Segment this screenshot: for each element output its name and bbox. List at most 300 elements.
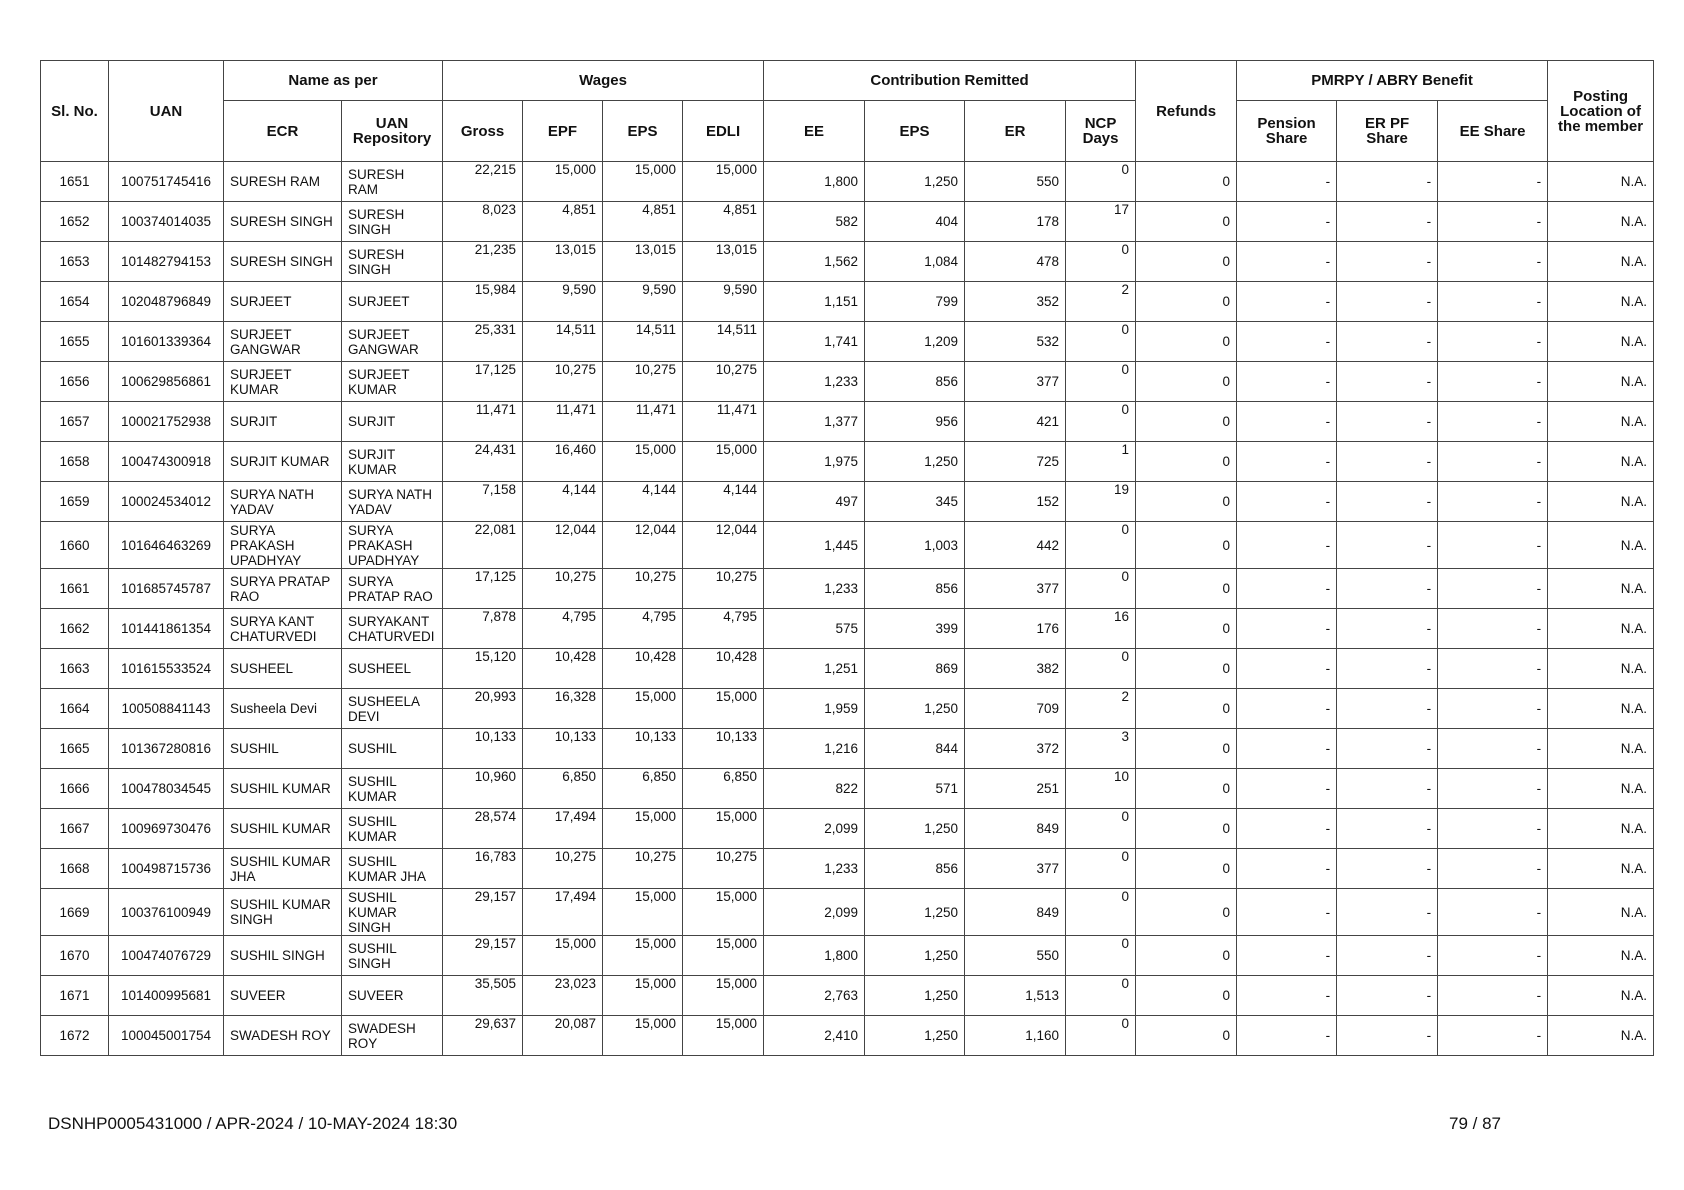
cell-refunds: 0 xyxy=(1136,202,1237,242)
cell-er: 849 xyxy=(965,889,1066,936)
cell-ncp-days: 0 xyxy=(1066,889,1136,936)
cell-ee: 1,151 xyxy=(764,282,865,322)
cell-epf: 15,000 xyxy=(523,936,603,976)
cell-posting-location: N.A. xyxy=(1548,849,1654,889)
cell-uan: 101482794153 xyxy=(109,242,224,282)
cell-epf: 16,460 xyxy=(523,442,603,482)
cell-uan: 100969730476 xyxy=(109,809,224,849)
cell-uan: 100474300918 xyxy=(109,442,224,482)
cell-name-uan-repository: SUSHIL KUMAR xyxy=(342,809,443,849)
cell-uan: 100498715736 xyxy=(109,849,224,889)
cell-sl-no: 1666 xyxy=(41,769,109,809)
cell-pension-share: - xyxy=(1237,402,1337,442)
cell-pension-share: - xyxy=(1237,649,1337,689)
cell-posting-location: N.A. xyxy=(1548,609,1654,649)
cell-posting-location: N.A. xyxy=(1548,482,1654,522)
cell-er: 377 xyxy=(965,849,1066,889)
cell-uan: 100024534012 xyxy=(109,482,224,522)
cell-pension-share: - xyxy=(1237,482,1337,522)
cell-name-uan-repository: SUSHIL SINGH xyxy=(342,936,443,976)
header-pmrpy-abry: PMRPY / ABRY Benefit xyxy=(1237,61,1548,101)
cell-er-pf-share: - xyxy=(1337,362,1438,402)
cell-eps-contribution: 956 xyxy=(865,402,965,442)
header-ncp-days: NCP Days xyxy=(1066,101,1136,162)
cell-refunds: 0 xyxy=(1136,569,1237,609)
cell-name-ecr: SURYA PRATAP RAO xyxy=(224,569,342,609)
cell-ee-share: - xyxy=(1438,976,1548,1016)
cell-pension-share: - xyxy=(1237,442,1337,482)
cell-ee: 822 xyxy=(764,769,865,809)
cell-eps-wages: 15,000 xyxy=(603,1016,683,1056)
cell-eps-wages: 15,000 xyxy=(603,976,683,1016)
cell-eps-wages: 12,044 xyxy=(603,522,683,569)
cell-ee: 1,233 xyxy=(764,362,865,402)
cell-ee: 1,741 xyxy=(764,322,865,362)
cell-ncp-days: 1 xyxy=(1066,442,1136,482)
cell-ncp-days: 0 xyxy=(1066,362,1136,402)
cell-gross: 15,984 xyxy=(443,282,523,322)
cell-ee-share: - xyxy=(1438,889,1548,936)
cell-ncp-days: 10 xyxy=(1066,769,1136,809)
table-row xyxy=(41,482,1654,522)
cell-eps-contribution: 869 xyxy=(865,649,965,689)
cell-pension-share: - xyxy=(1237,202,1337,242)
cell-ee-share: - xyxy=(1438,402,1548,442)
cell-er: 352 xyxy=(965,282,1066,322)
cell-edli: 14,511 xyxy=(683,322,764,362)
cell-eps-wages: 15,000 xyxy=(603,162,683,202)
cell-eps-wages: 13,015 xyxy=(603,242,683,282)
cell-uan: 100376100949 xyxy=(109,889,224,936)
cell-gross: 10,133 xyxy=(443,729,523,769)
cell-ncp-days: 16 xyxy=(1066,609,1136,649)
cell-eps-wages: 14,511 xyxy=(603,322,683,362)
cell-ncp-days: 0 xyxy=(1066,976,1136,1016)
table-body xyxy=(41,162,1654,1056)
cell-sl-no: 1658 xyxy=(41,442,109,482)
cell-name-ecr: SUVEER xyxy=(224,976,342,1016)
cell-eps-wages: 6,850 xyxy=(603,769,683,809)
cell-sl-no: 1667 xyxy=(41,809,109,849)
cell-name-ecr: SURJIT KUMAR xyxy=(224,442,342,482)
cell-name-uan-repository: SUSHIL KUMAR JHA xyxy=(342,849,443,889)
cell-er-pf-share: - xyxy=(1337,609,1438,649)
cell-name-uan-repository: SURESH SINGH xyxy=(342,242,443,282)
cell-ee: 1,800 xyxy=(764,936,865,976)
cell-refunds: 0 xyxy=(1136,522,1237,569)
cell-er-pf-share: - xyxy=(1337,522,1438,569)
cell-epf: 16,328 xyxy=(523,689,603,729)
cell-eps-wages: 4,795 xyxy=(603,609,683,649)
cell-edli: 10,428 xyxy=(683,649,764,689)
cell-name-uan-repository: SURYAKANT CHATURVEDI xyxy=(342,609,443,649)
cell-ee: 1,216 xyxy=(764,729,865,769)
cell-sl-no: 1653 xyxy=(41,242,109,282)
table-row xyxy=(41,522,1654,569)
cell-er: 178 xyxy=(965,202,1066,242)
cell-uan: 102048796849 xyxy=(109,282,224,322)
cell-er-pf-share: - xyxy=(1337,729,1438,769)
cell-refunds: 0 xyxy=(1136,482,1237,522)
cell-edli: 15,000 xyxy=(683,689,764,729)
cell-edli: 15,000 xyxy=(683,889,764,936)
header-wages: Wages xyxy=(443,61,764,101)
cell-name-uan-repository: SURJEET KUMAR xyxy=(342,362,443,402)
header-eps-wages: EPS xyxy=(603,101,683,162)
cell-refunds: 0 xyxy=(1136,889,1237,936)
header-gross: Gross xyxy=(443,101,523,162)
cell-er-pf-share: - xyxy=(1337,1016,1438,1056)
cell-er: 372 xyxy=(965,729,1066,769)
table-row xyxy=(41,202,1654,242)
table-row xyxy=(41,569,1654,609)
cell-epf: 4,795 xyxy=(523,609,603,649)
cell-refunds: 0 xyxy=(1136,976,1237,1016)
cell-er: 377 xyxy=(965,362,1066,402)
cell-ncp-days: 3 xyxy=(1066,729,1136,769)
cell-ee: 2,099 xyxy=(764,809,865,849)
cell-name-uan-repository: SURESH RAM xyxy=(342,162,443,202)
table-row xyxy=(41,809,1654,849)
cell-ncp-days: 0 xyxy=(1066,242,1136,282)
cell-uan: 100751745416 xyxy=(109,162,224,202)
cell-gross: 17,125 xyxy=(443,362,523,402)
cell-ncp-days: 2 xyxy=(1066,282,1136,322)
cell-ncp-days: 17 xyxy=(1066,202,1136,242)
table-row xyxy=(41,162,1654,202)
cell-posting-location: N.A. xyxy=(1548,362,1654,402)
cell-er-pf-share: - xyxy=(1337,282,1438,322)
cell-name-uan-repository: SURYA NATH YADAV xyxy=(342,482,443,522)
cell-sl-no: 1663 xyxy=(41,649,109,689)
cell-eps-contribution: 1,003 xyxy=(865,522,965,569)
cell-ee: 1,800 xyxy=(764,162,865,202)
cell-eps-contribution: 1,250 xyxy=(865,809,965,849)
cell-ee-share: - xyxy=(1438,482,1548,522)
cell-eps-wages: 10,275 xyxy=(603,569,683,609)
cell-gross: 24,431 xyxy=(443,442,523,482)
cell-er-pf-share: - xyxy=(1337,162,1438,202)
cell-edli: 10,275 xyxy=(683,569,764,609)
cell-ee: 575 xyxy=(764,609,865,649)
table-row xyxy=(41,1016,1654,1056)
cell-ee-share: - xyxy=(1438,242,1548,282)
cell-er-pf-share: - xyxy=(1337,689,1438,729)
cell-name-uan-repository: SURYA PRAKASH UPADHYAY xyxy=(342,522,443,569)
cell-eps-contribution: 1,084 xyxy=(865,242,965,282)
cell-ee-share: - xyxy=(1438,649,1548,689)
cell-edli: 15,000 xyxy=(683,936,764,976)
cell-refunds: 0 xyxy=(1136,649,1237,689)
header-edli: EDLI xyxy=(683,101,764,162)
cell-refunds: 0 xyxy=(1136,282,1237,322)
cell-sl-no: 1657 xyxy=(41,402,109,442)
cell-sl-no: 1655 xyxy=(41,322,109,362)
cell-name-ecr: SUSHIL KUMAR xyxy=(224,769,342,809)
cell-er-pf-share: - xyxy=(1337,569,1438,609)
cell-refunds: 0 xyxy=(1136,362,1237,402)
cell-uan: 100474076729 xyxy=(109,936,224,976)
cell-er: 550 xyxy=(965,936,1066,976)
cell-ncp-days: 0 xyxy=(1066,1016,1136,1056)
header-pension-share: Pension Share xyxy=(1237,101,1337,162)
cell-epf: 9,590 xyxy=(523,282,603,322)
cell-sl-no: 1660 xyxy=(41,522,109,569)
cell-name-uan-repository: SURESH SINGH xyxy=(342,202,443,242)
cell-refunds: 0 xyxy=(1136,849,1237,889)
header-sl-no: Sl. No. xyxy=(41,61,109,162)
cell-eps-contribution: 1,250 xyxy=(865,936,965,976)
cell-sl-no: 1670 xyxy=(41,936,109,976)
header-eps-contribution: EPS xyxy=(865,101,965,162)
cell-name-uan-repository: SUSHIL KUMAR SINGH xyxy=(342,889,443,936)
cell-er-pf-share: - xyxy=(1337,402,1438,442)
cell-ncp-days: 0 xyxy=(1066,162,1136,202)
cell-sl-no: 1672 xyxy=(41,1016,109,1056)
cell-sl-no: 1664 xyxy=(41,689,109,729)
cell-er-pf-share: - xyxy=(1337,976,1438,1016)
cell-uan: 101400995681 xyxy=(109,976,224,1016)
cell-name-ecr: SUSHIL SINGH xyxy=(224,936,342,976)
cell-epf: 17,494 xyxy=(523,809,603,849)
cell-er-pf-share: - xyxy=(1337,809,1438,849)
cell-edli: 15,000 xyxy=(683,976,764,1016)
cell-name-ecr: SUSHIL KUMAR SINGH xyxy=(224,889,342,936)
header-uan-repository: UAN Repository xyxy=(342,101,443,162)
document-reference: DSNHP0005431000 / APR-2024 / 10-MAY-2024 18:30 xyxy=(48,1114,458,1133)
cell-epf: 17,494 xyxy=(523,889,603,936)
cell-ncp-days: 0 xyxy=(1066,849,1136,889)
cell-ee-share: - xyxy=(1438,809,1548,849)
table-header xyxy=(41,61,1654,162)
cell-edli: 10,275 xyxy=(683,849,764,889)
cell-posting-location: N.A. xyxy=(1548,649,1654,689)
cell-epf: 23,023 xyxy=(523,976,603,1016)
cell-pension-share: - xyxy=(1237,809,1337,849)
cell-er: 478 xyxy=(965,242,1066,282)
cell-ee: 1,959 xyxy=(764,689,865,729)
cell-epf: 10,133 xyxy=(523,729,603,769)
cell-ee-share: - xyxy=(1438,729,1548,769)
cell-gross: 15,120 xyxy=(443,649,523,689)
table-row xyxy=(41,936,1654,976)
cell-ee: 1,377 xyxy=(764,402,865,442)
cell-posting-location: N.A. xyxy=(1548,1016,1654,1056)
cell-gross: 25,331 xyxy=(443,322,523,362)
table-row xyxy=(41,729,1654,769)
cell-epf: 15,000 xyxy=(523,162,603,202)
cell-edli: 4,795 xyxy=(683,609,764,649)
cell-name-ecr: SURJIT xyxy=(224,402,342,442)
cell-ncp-days: 0 xyxy=(1066,936,1136,976)
cell-ee-share: - xyxy=(1438,689,1548,729)
cell-epf: 14,511 xyxy=(523,322,603,362)
cell-ee-share: - xyxy=(1438,282,1548,322)
cell-name-uan-repository: SURJEET GANGWAR xyxy=(342,322,443,362)
cell-name-ecr: SUSHEEL xyxy=(224,649,342,689)
cell-gross: 10,960 xyxy=(443,769,523,809)
cell-name-ecr: SURJEET GANGWAR xyxy=(224,322,342,362)
cell-ee-share: - xyxy=(1438,769,1548,809)
cell-gross: 20,993 xyxy=(443,689,523,729)
cell-sl-no: 1668 xyxy=(41,849,109,889)
cell-ncp-days: 0 xyxy=(1066,809,1136,849)
table-row xyxy=(41,242,1654,282)
cell-gross: 22,081 xyxy=(443,522,523,569)
cell-edli: 6,850 xyxy=(683,769,764,809)
cell-eps-contribution: 799 xyxy=(865,282,965,322)
cell-edli: 13,015 xyxy=(683,242,764,282)
cell-name-ecr: SURESH SINGH xyxy=(224,242,342,282)
cell-epf: 10,275 xyxy=(523,569,603,609)
cell-ee-share: - xyxy=(1438,569,1548,609)
cell-ee-share: - xyxy=(1438,362,1548,402)
cell-ee-share: - xyxy=(1438,202,1548,242)
cell-er: 550 xyxy=(965,162,1066,202)
cell-er-pf-share: - xyxy=(1337,202,1438,242)
cell-pension-share: - xyxy=(1237,242,1337,282)
cell-ee: 1,975 xyxy=(764,442,865,482)
cell-gross: 7,878 xyxy=(443,609,523,649)
cell-pension-share: - xyxy=(1237,769,1337,809)
cell-pension-share: - xyxy=(1237,936,1337,976)
cell-er: 532 xyxy=(965,322,1066,362)
cell-eps-wages: 10,275 xyxy=(603,849,683,889)
cell-name-uan-repository: SURJIT xyxy=(342,402,443,442)
cell-eps-contribution: 856 xyxy=(865,849,965,889)
cell-eps-contribution: 1,250 xyxy=(865,1016,965,1056)
cell-refunds: 0 xyxy=(1136,1016,1237,1056)
cell-ncp-days: 0 xyxy=(1066,402,1136,442)
cell-eps-contribution: 856 xyxy=(865,569,965,609)
cell-sl-no: 1662 xyxy=(41,609,109,649)
cell-name-ecr: Susheela Devi xyxy=(224,689,342,729)
cell-uan: 100508841143 xyxy=(109,689,224,729)
table-row xyxy=(41,649,1654,689)
cell-uan: 100045001754 xyxy=(109,1016,224,1056)
cell-edli: 15,000 xyxy=(683,1016,764,1056)
cell-refunds: 0 xyxy=(1136,769,1237,809)
cell-epf: 20,087 xyxy=(523,1016,603,1056)
cell-posting-location: N.A. xyxy=(1548,202,1654,242)
cell-gross: 29,157 xyxy=(443,936,523,976)
cell-posting-location: N.A. xyxy=(1548,402,1654,442)
cell-er: 382 xyxy=(965,649,1066,689)
cell-eps-wages: 10,428 xyxy=(603,649,683,689)
cell-gross: 16,783 xyxy=(443,849,523,889)
cell-uan: 100374014035 xyxy=(109,202,224,242)
cell-posting-location: N.A. xyxy=(1548,809,1654,849)
cell-gross: 8,023 xyxy=(443,202,523,242)
cell-er: 849 xyxy=(965,809,1066,849)
cell-pension-share: - xyxy=(1237,609,1337,649)
cell-ncp-days: 0 xyxy=(1066,649,1136,689)
cell-epf: 6,850 xyxy=(523,769,603,809)
cell-ee: 497 xyxy=(764,482,865,522)
cell-pension-share: - xyxy=(1237,889,1337,936)
cell-ee: 1,233 xyxy=(764,569,865,609)
cell-refunds: 0 xyxy=(1136,442,1237,482)
cell-name-ecr: SUSHIL xyxy=(224,729,342,769)
cell-pension-share: - xyxy=(1237,849,1337,889)
cell-posting-location: N.A. xyxy=(1548,522,1654,569)
header-contribution-remitted: Contribution Remitted xyxy=(764,61,1136,101)
cell-pension-share: - xyxy=(1237,322,1337,362)
page-number: 79 / 87 xyxy=(1449,1114,1501,1133)
cell-er-pf-share: - xyxy=(1337,769,1438,809)
cell-eps-contribution: 399 xyxy=(865,609,965,649)
cell-name-uan-repository: SURJIT KUMAR xyxy=(342,442,443,482)
cell-edli: 4,851 xyxy=(683,202,764,242)
cell-uan: 100021752938 xyxy=(109,402,224,442)
cell-sl-no: 1656 xyxy=(41,362,109,402)
cell-sl-no: 1652 xyxy=(41,202,109,242)
cell-er: 725 xyxy=(965,442,1066,482)
cell-epf: 13,015 xyxy=(523,242,603,282)
cell-sl-no: 1661 xyxy=(41,569,109,609)
cell-sl-no: 1669 xyxy=(41,889,109,936)
cell-ncp-days: 0 xyxy=(1066,322,1136,362)
cell-ee: 1,562 xyxy=(764,242,865,282)
header-er-pf-share: ER PF Share xyxy=(1337,101,1438,162)
cell-eps-contribution: 1,250 xyxy=(865,889,965,936)
cell-ee: 2,410 xyxy=(764,1016,865,1056)
cell-name-ecr: SUSHIL KUMAR JHA xyxy=(224,849,342,889)
header-name-as-per: Name as per xyxy=(224,61,443,101)
cell-er-pf-share: - xyxy=(1337,322,1438,362)
cell-name-ecr: SURYA KANT CHATURVEDI xyxy=(224,609,342,649)
cell-posting-location: N.A. xyxy=(1548,729,1654,769)
cell-posting-location: N.A. xyxy=(1548,976,1654,1016)
cell-gross: 17,125 xyxy=(443,569,523,609)
cell-posting-location: N.A. xyxy=(1548,936,1654,976)
cell-er: 1,513 xyxy=(965,976,1066,1016)
cell-refunds: 0 xyxy=(1136,322,1237,362)
cell-ee: 582 xyxy=(764,202,865,242)
table-row xyxy=(41,322,1654,362)
cell-edli: 11,471 xyxy=(683,402,764,442)
cell-posting-location: N.A. xyxy=(1548,889,1654,936)
cell-edli: 15,000 xyxy=(683,442,764,482)
cell-uan: 101367280816 xyxy=(109,729,224,769)
header-ee-share: EE Share xyxy=(1438,101,1548,162)
cell-name-ecr: SURJEET xyxy=(224,282,342,322)
cell-ncp-days: 0 xyxy=(1066,569,1136,609)
cell-refunds: 0 xyxy=(1136,609,1237,649)
table-row xyxy=(41,282,1654,322)
cell-eps-wages: 11,471 xyxy=(603,402,683,442)
cell-ee-share: - xyxy=(1438,609,1548,649)
cell-er-pf-share: - xyxy=(1337,482,1438,522)
cell-name-ecr: SURYA PRAKASH UPADHYAY xyxy=(224,522,342,569)
cell-ee: 2,763 xyxy=(764,976,865,1016)
cell-sl-no: 1654 xyxy=(41,282,109,322)
cell-posting-location: N.A. xyxy=(1548,569,1654,609)
cell-ee-share: - xyxy=(1438,849,1548,889)
cell-name-ecr: SURYA NATH YADAV xyxy=(224,482,342,522)
cell-edli: 4,144 xyxy=(683,482,764,522)
cell-eps-contribution: 1,250 xyxy=(865,689,965,729)
cell-ee: 1,445 xyxy=(764,522,865,569)
cell-ee-share: - xyxy=(1438,522,1548,569)
cell-er: 1,160 xyxy=(965,1016,1066,1056)
cell-name-uan-repository: SUVEER xyxy=(342,976,443,1016)
cell-edli: 10,133 xyxy=(683,729,764,769)
cell-pension-share: - xyxy=(1237,689,1337,729)
cell-pension-share: - xyxy=(1237,522,1337,569)
cell-eps-contribution: 856 xyxy=(865,362,965,402)
cell-refunds: 0 xyxy=(1136,809,1237,849)
